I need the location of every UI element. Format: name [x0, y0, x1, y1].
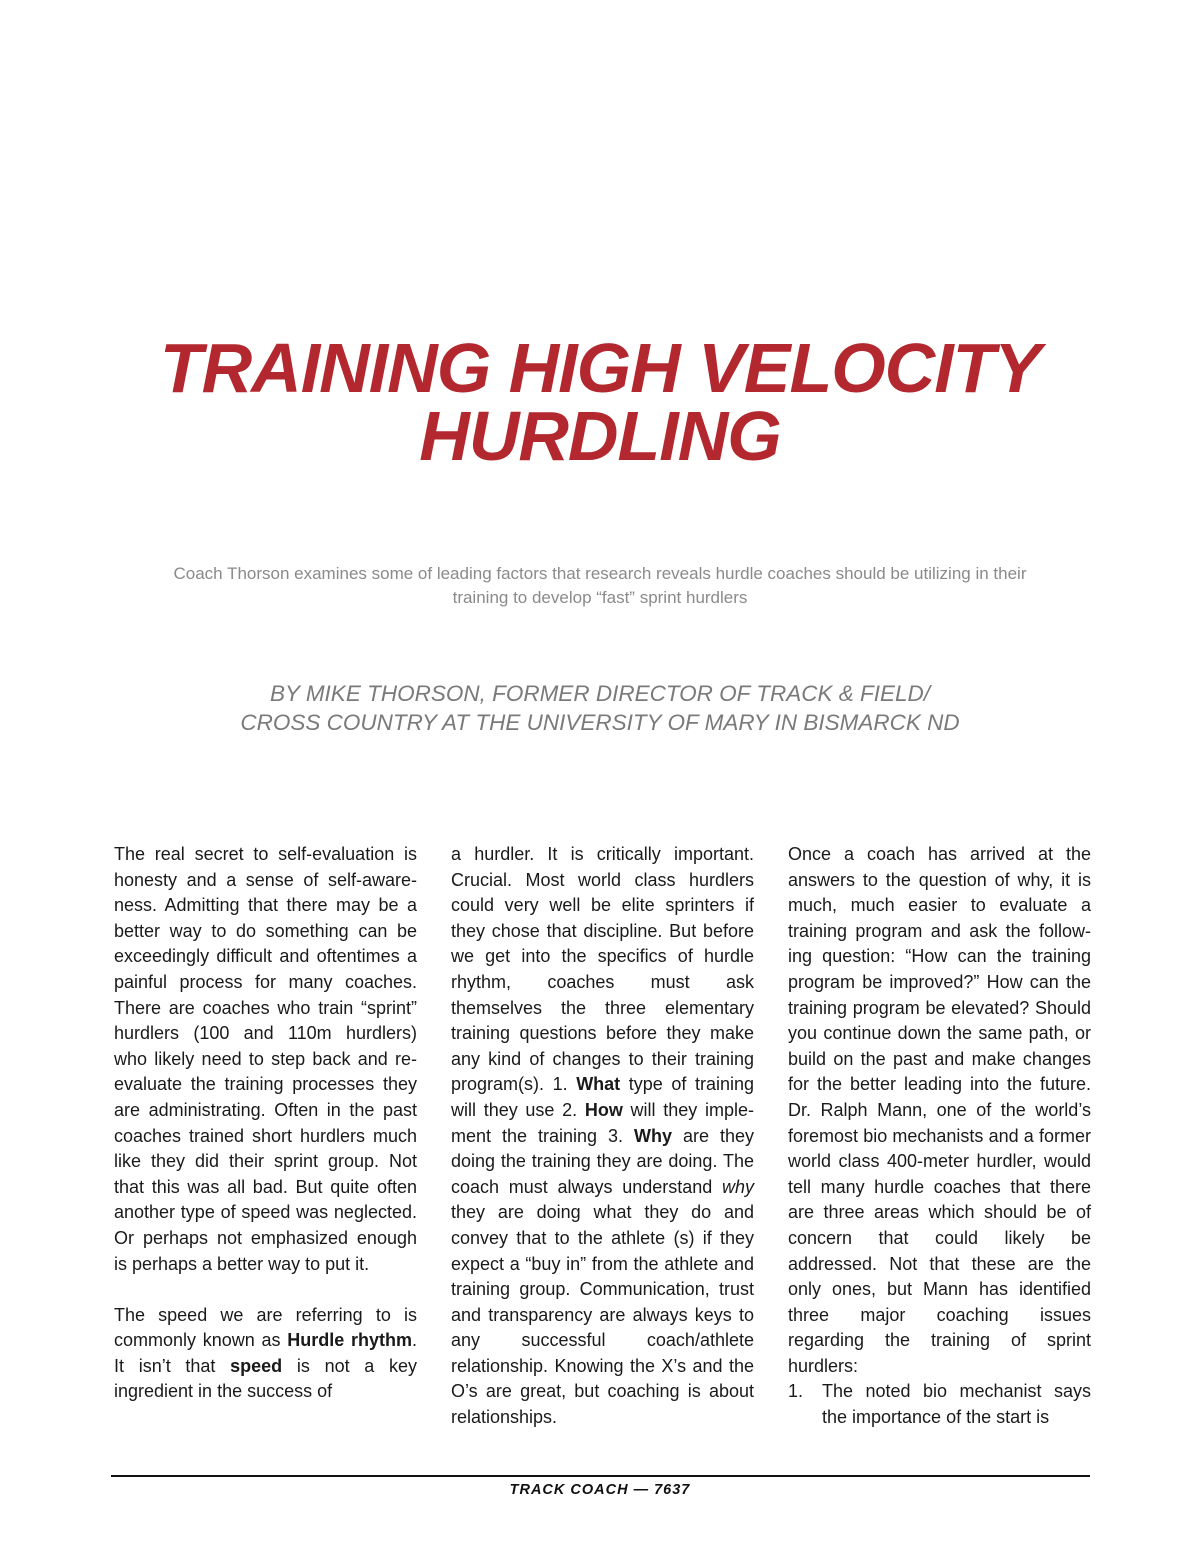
- byline-line-2: CROSS COUNTRY AT THE UNIVERSITY OF MARY IN BISMARCK ND: [240, 710, 960, 735]
- footer-rule: [111, 1475, 1090, 1477]
- list-number: 1.: [788, 1381, 804, 1402]
- paragraph: [114, 1303, 417, 1405]
- paragraph: Once a coach has arrived at the answers to the question of why, it is much, much easier to evaluate a training program and ask the following question: “How can the training program be improved?” How can the training program be elevated? Should you continue down the same path, or build on the past and make changes for the better leading into the future. Dr. Ralph Mann, one of the world’s foremost bio mechanists and a former world class 400-meter hurdler, would tell many hurdle coaches that there are three areas which should be of concern that could likely be addressed. Not that these are the only ones, but Mann has identified three major coaching issues regarding the training of sprint hurdlers:: [788, 844, 1091, 1376]
- paragraph: The real secret to self-evaluation is honesty and a sense of self-awareness. Admitting that there may be a better way to do something can be exceedingly difficult and oftentimes a painful process for many coaches. There are coaches who train “sprint” hurdlers (100 and 110m hurdlers) who likely need to step back and re-evaluate the training processes they are administrating. Often in the past coaches trained short hurdlers much like they did their sprint group. Not that this was all bad. But quite often another type of speed was neglected. Or perhaps not emphasized enough is perhaps a better way to put it.: [114, 844, 417, 1274]
- paragraph: [451, 842, 754, 1431]
- text-run: The speed we are referring to is commonly known as: [114, 1304, 417, 1351]
- list-text: The noted bio mechanist says the importance of the start is: [822, 1381, 1091, 1428]
- bold-term-why: Why: [634, 1125, 672, 1146]
- text-run: they are doing what they do and convey that to the athlete (s) if they expect a “buy in” from the athlete and training group. Communication, trust and transparency are always keys to any successful coach/athlete relationship. Knowing the X’s and the O’s are great, but coaching is about relationships.: [451, 1202, 754, 1428]
- text-run: . It isn’t that: [114, 1330, 417, 1376]
- bold-term-speed: speed: [230, 1355, 283, 1376]
- text-run: are they doing the training they are doing. The coach must always understand: [451, 1125, 754, 1197]
- text-run: type of training will they use 2.: [451, 1074, 754, 1120]
- body-column-2: [451, 842, 754, 1431]
- bold-term-hurdle-rhythm: Hurdle rhythm: [287, 1330, 412, 1351]
- body-column-3: [788, 842, 1091, 1431]
- byline-line-1: BY MIKE THORSON, FORMER DIRECTOR OF TRACK & FIELD/: [269, 681, 931, 706]
- text-run: will they implement the training 3.: [451, 1099, 754, 1146]
- list-item: [788, 1379, 1091, 1430]
- bold-term-what: What: [576, 1074, 621, 1095]
- italic-term-why: why: [721, 1176, 754, 1197]
- text-run: is not a key ingredient in the success of: [114, 1355, 418, 1402]
- title-line-2: HURDLING: [419, 397, 781, 475]
- article-title: [0, 329, 1200, 475]
- article-byline: [100, 679, 1100, 737]
- title-line-1: TRAINING HIGH VELOCITY: [159, 329, 1041, 407]
- bold-term-how: How: [584, 1099, 623, 1120]
- text-run: a hurdler. It is critically important. Crucial. Most world class hurdlers could very well be elite sprinters if they chose that discipline. But before we get into the specifics of hurdle rhythm, coaches must ask themselves the three elementary training questions before they make any kind of changes to their training program(s). 1.: [451, 844, 754, 1095]
- article-deck: Coach Thorson examines some of leading factors that research reveals hurdle coaches should be utilizing in their training to develop “fast” sprint hurdlers: [173, 564, 1027, 607]
- body-column-1: [114, 842, 417, 1405]
- page-footer: TRACK COACH — 7637: [509, 1482, 691, 1498]
